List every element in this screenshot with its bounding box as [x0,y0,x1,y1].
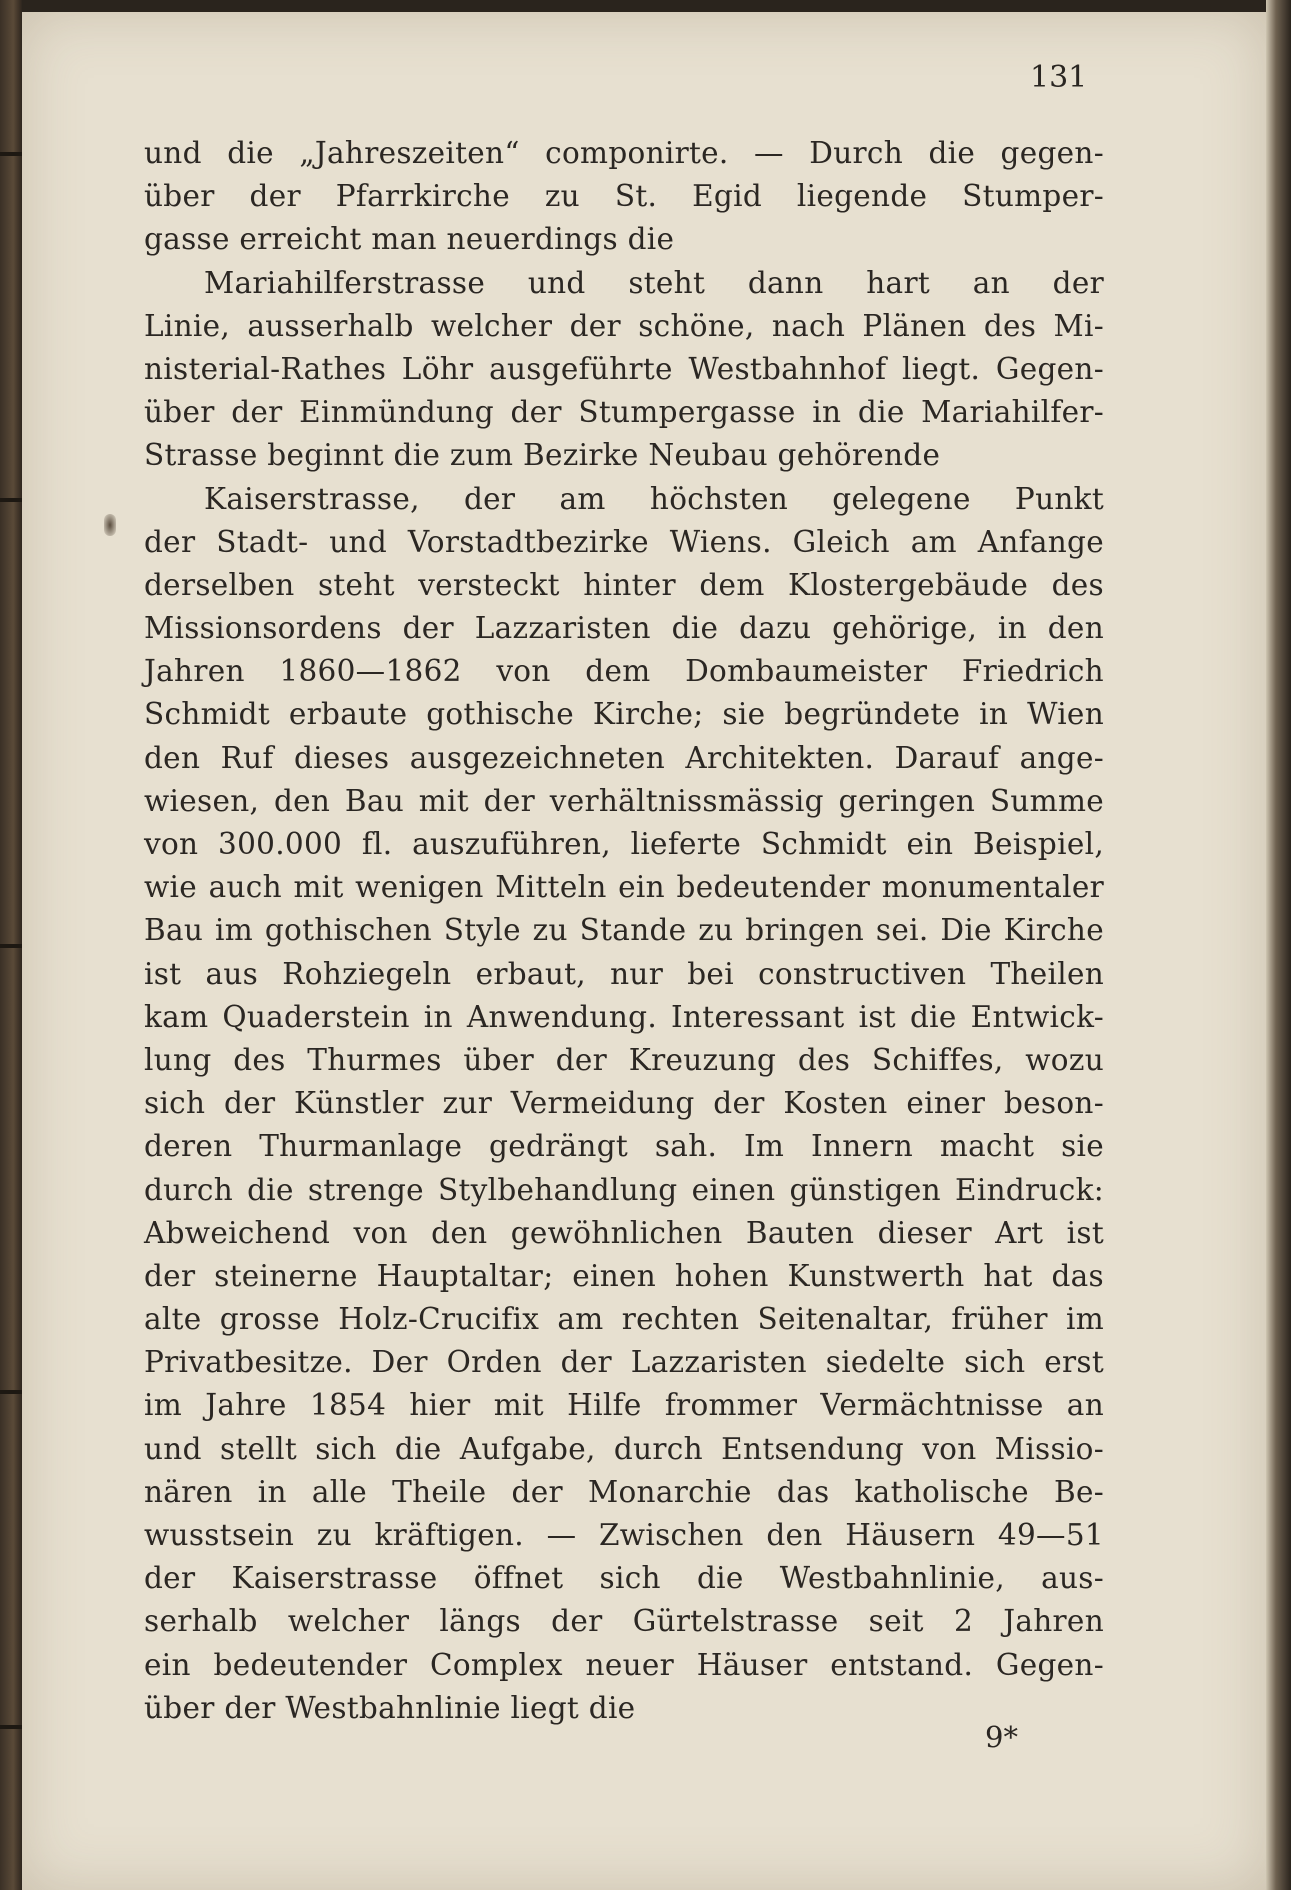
text-line: derselben steht versteckt hinter dem Klostergebäude des [144,567,1104,602]
text-line: Bau im gothischen Style zu Stande zu bringen sei. Die Kirche [144,913,1104,948]
text-line: Abweichend von den gewöhnlichen Bauten dieser Art ist [144,1215,1104,1250]
page-number: 131 [1030,60,1088,95]
book-spine [0,0,22,1890]
text-line: Linie, ausserhalb welcher der schöne, nach Plänen des Mi- [144,308,1104,343]
body-text [144,132,1104,1730]
text-line: Strasse beginnt die zum Bezirke Neubau gehörende [144,438,941,473]
text-line: Schmidt erbaute gothische Kirche; sie begründete in Wien [144,697,1104,732]
text-line: über der Pfarrkirche zu St. Egid liegende Stumper- [144,179,1104,214]
text-line: von 300.000 fl. auszuführen, lieferte Schmidt ein Beispiel, [144,827,1104,861]
text-line: Jahren 1860—1862 von dem Dombaumeister Friedrich [144,654,1104,689]
text-line: deren Thurmanlage gedrängt sah. Im Innern macht sie [144,1129,1104,1164]
catchword-signature: 9* [985,1720,1018,1754]
page-edge [1266,0,1291,1890]
text-line: über der Westbahnlinie liegt die [144,1690,636,1725]
text-line: kam Quaderstein in Anwendung. Interessant ist die Entwick- [144,999,1104,1034]
text-line: ist aus Rohziegeln erbaut, nur bei constructiven Theilen [144,956,1104,991]
ink-smudge [104,514,116,536]
text-line: alte grosse Holz-Crucifix am rechten Seitenaltar, früher im [144,1302,1104,1337]
text-line: Kaiserstrasse, der am höchsten gelegene Punkt [204,481,1104,516]
text-line: lung des Thurmes über der Kreuzung des Schiffes, wozu [144,1042,1104,1077]
text-line: und stellt sich die Aufgabe, durch Entsendung von Missio- [144,1431,1104,1466]
text-line: der steinerne Hauptaltar; einen hohen Kunstwerth hat das [144,1258,1104,1293]
text-line: der Kaiserstrasse öffnet sich die Westbahnlinie, aus- [144,1561,1104,1596]
text-line: durch die strenge Stylbehandlung einen günstigen Eindruck: [144,1172,1104,1207]
text-line: ein bedeutender Complex neuer Häuser entstand. Gegen- [144,1647,1104,1682]
text-line: der Stadt- und Vorstadtbezirke Wiens. Gleich am Anfange [144,524,1104,559]
text-line: den Ruf dieses ausgezeichneten Architekten. Darauf ange- [144,740,1104,775]
text-line: über der Einmündung der Stumpergasse in die Mariahilfer- [144,395,1104,430]
text-line: gasse erreicht man neuerdings die [144,222,675,257]
text-line: Missionsordens der Lazzaristen die dazu gehörige, in den [144,611,1104,646]
text-line: wusstsein zu kräftigen. — Zwischen den Häusern 49—51 [144,1518,1104,1552]
text-line: und die „Jahreszeiten“ componirte. — Durch die gegen- [144,136,1104,170]
text-line: Privatbesitze. Der Orden der Lazzaristen siedelte sich erst [144,1345,1104,1380]
text-line: im Jahre 1854 hier mit Hilfe frommer Vermächtnisse an [144,1388,1104,1423]
text-line: sich der Künstler zur Vermeidung der Kosten einer beson- [144,1086,1104,1121]
text-line: nisterial-Rathes Löhr ausgeführte Westbahnhof liegt. Gegen- [144,351,1104,386]
text-line: wie auch mit wenigen Mitteln ein bedeutender monumentaler [144,870,1104,905]
text-line: Mariahilferstrasse und steht dann hart an der [204,265,1104,300]
text-line: nären in alle Theile der Monarchie das katholische Be- [144,1474,1104,1509]
text-line: serhalb welcher längs der Gürtelstrasse seit 2 Jahren [144,1604,1104,1639]
text-line: wiesen, den Bau mit der verhältnissmässig geringen Summe [144,783,1104,818]
